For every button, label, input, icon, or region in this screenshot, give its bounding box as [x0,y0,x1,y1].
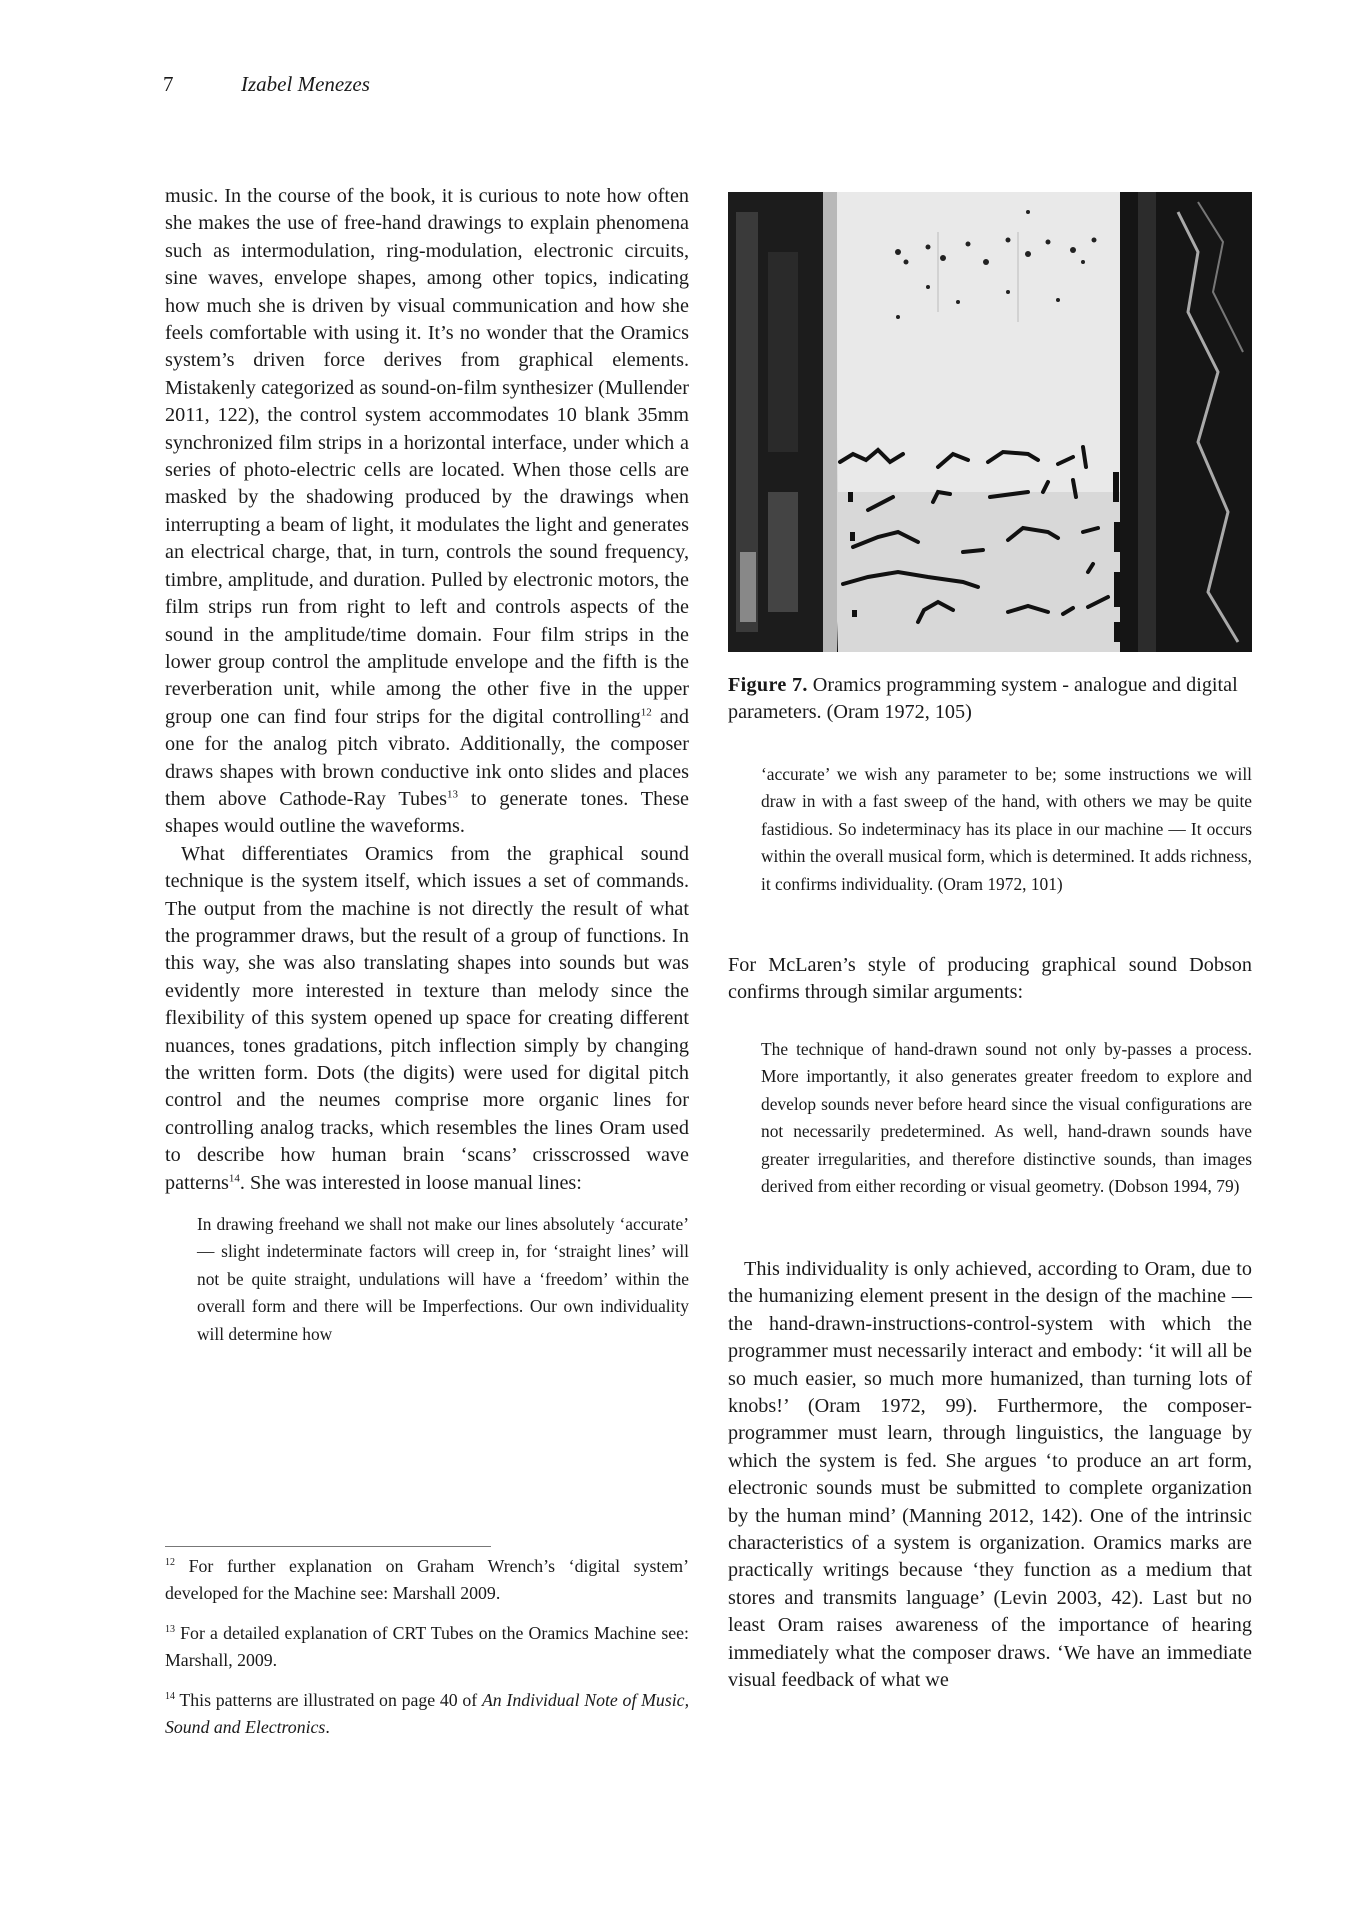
footnote-divider [165,1546,491,1547]
body-paragraph: For McLaren’s style of producing graphical sound Dobson confirms through similar arguments: [728,954,1252,1004]
right-column-paragraph [728,1256,1252,1695]
block-quote: ‘accurate’ we wish any parameter to be; some instructions we will draw in with a fast sweep of the hand, with others we may be quite fastidious. So indeterminacy has its place in our machine — It occurs within the overall musical form, which is determined. It adds richness, it confirms individuality. (Oram 1972, 101) [761,764,1252,894]
figure-image-oramics-film-strips [728,192,1252,652]
footnote-ref[interactable]: 12 [640,705,652,718]
body-paragraph: music. In the course of the book, it is curious to note how often she makes the use of free-hand drawings to explain phenomena such as intermodulation, ring-modulation, electronic circuits, sine waves, envelope shapes, among other topics, indicating how much she is driven by visual communication and how she feels comfortable with using it. It’s no wonder that the Oramics system’s driven force derives from graphical elements. Mistakenly categorized as sound-on-film synthesizer (Mullender 2011, 122), the control system accommodates 10 blank 35mm synchronized film strips in a horizontal interface, under which a series of photo-electric cells are located. When those cells are masked by the shadowing produced by the drawings when interrupting a beam of light, it modulates the light and generates an electrical charge, that, in turn, controls the sound frequency, timbre, amplitude, and duration. Pulled by electronic motors, the film strips run from right to left and controls aspects of the sound in the amplitude/time domain. Four film strips in the lower group control the amplitude envelope and the fifth is the reverberation unit, while among the other five in the upper group one can find four strips for the digital controlling$^{12}$ and one for the analog pitch vibrato. Additionally, the composer draws shapes with brown conductive ink onto slides and places them above Cathode-Ray Tubes$^{13}$ to generate tones. These shapes would outline the waveforms. [165,185,690,838]
body-paragraph: What differentiates Oramics from the graphical sound technique is the system itself, which issues a set of commands. The output from the machine is not directly the result of what the programmer draws, but the result of a group of functions. In this way, she was also translating shapes into sounds but was evidently more interested in texture than melody since the flexibility of this system opened up space for creating different nuances, tones gradations, pitch inflection simply by changing the written form. Dots (the digits) were used for digital pitch control and the neumes comprise more organic lines for controlling analog tracks, which resembles the lines Oram used to describe how human brain ‘scans’ crisscrossed wave patterns$^{14}$. She was interested in loose manual lines: [165,842,689,1194]
footnotes [165,1553,689,1754]
running-author: Izabel Menezes [241,72,370,96]
footnote: $^{14}$ This patterns are illustrated on page 40 of An Individual Note of Music, Sound and Electronics. [165,1690,690,1737]
figure-label: Figure 7. [728,674,808,696]
page-number: 7 [163,72,174,96]
footnote: $^{12}$ For further explanation on Graham Wrench’s ‘digital system’ developed for the Machine see: Marshall 2009. [165,1556,689,1603]
figure-caption-text: Oramics programming system - analogue and digital parameters. (Oram 1972, 105) [728,674,1238,724]
footnote-ref[interactable]: 13 [446,788,458,801]
right-column-paragraph [728,952,1252,1007]
block-quote: In drawing freehand we shall not make our lines absolutely ‘accurate’ — slight indeterminate factors will creep in, for ‘straight lines’ will not be quite straight, undulations will have a ‘freedom’ within the overall form and there will be Imperfections. Our own individuality will determine how [197,1214,689,1344]
left-column [165,183,689,1348]
figure-caption [728,672,1252,727]
block-quote: The technique of hand-drawn sound not only by-passes a process. More importantly, it also generates greater freedom to explore and develop sounds never before heard since the visual configurations are not necessarily predetermined. As well, hand-drawn sounds have greater irregularities, and therefore distinctive sounds, than images derived from either recording or visual geometry. (Dobson 1994, 79) [761,1039,1252,1197]
footnote-ref[interactable]: 14 [228,1171,240,1184]
running-header [163,72,370,97]
footnote: $^{13}$ For a detailed explanation of CRT Tubes on the Oramics Machine see: Marshall, 2009. [165,1623,689,1670]
body-paragraph: This individuality is only achieved, according to Oram, due to the humanizing element present in the design of the machine — the hand-drawn-instructions-control-system with which the programmer must necessarily interact and embody: ‘it will all be so much easier, so much more humanized, than turning lots of knobs!’ (Oram 1972, 99). Furthermore, the composer-programmer must learn, through linguistics, the language by which the system is fed. She argues ‘to produce an art form, electronic sounds must be submitted to complete organization by the human mind’ (Manning 2012, 142). One of the intrinsic characteristics of a system is organization. Oramics marks are practically writings because ‘they function as a medium that stores and transmits language’ (Levin 2003, 42). Last but no least Oram raises awareness of the importance of hearing immediately what the composer draws. ‘We have an immediate visual feedback of what we [728,1258,1252,1692]
